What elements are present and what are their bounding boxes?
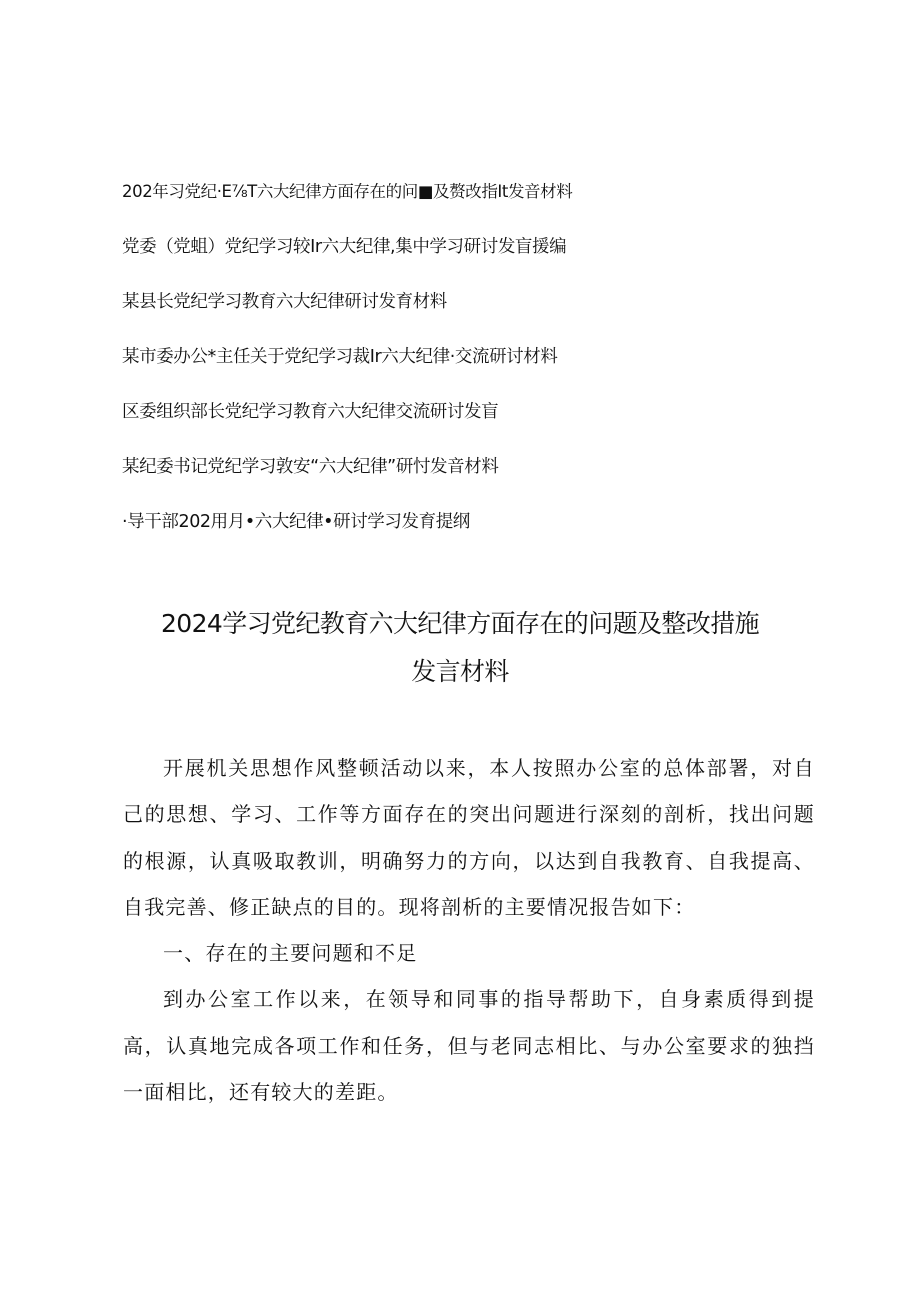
document-body [123,745,815,1115]
toc-item[interactable]: 党委（党蛆）党纪学习较Ir六大纪律,集中学习研讨发盲援编 [122,237,567,257]
section-heading: 一、存在的主要问题和不足 [163,941,418,966]
toc-item[interactable]: 某市委办公*主任关于党纪学习裁Ir六大纪律·交流研讨材料 [122,347,558,367]
table-of-contents [122,178,882,563]
toc-item[interactable]: 某纪委书记党纪学习敦安“六大纪律”研忖发音材料 [122,457,499,477]
title-line-2: 发言材料 [411,657,509,686]
document-title [60,600,860,696]
toc-item[interactable]: ·导干部202用月•六大纪律•研讨学习发育提纲 [122,512,470,532]
toc-item[interactable]: 202年习党纪·E⅞T六大纪律方面存在的问■及赘改指It发音材料 [122,182,573,201]
title-line-1: 2024学习党纪教育六大纪律方面存在的问题及整改措施 [160,609,760,638]
toc-item[interactable]: 区委组织部长党纪学习教育六大纪律交流研讨发盲 [122,402,499,422]
body-paragraph: 到办公室工作以来，在领导和同事的指导帮助下，自身素质得到提高，认真地完成各项工作和任务，但与老同志相比、与办公室要求的独挡一面相比，还有较大的差距。 [123,987,815,1105]
toc-item[interactable]: 某县长党纪学习教育六大纪律研讨发育材料 [122,292,447,312]
body-paragraph: 开展机关思想作风整顿活动以来，本人按照办公室的总体部署，对自己的思想、学习、工作等方面存在的突出问题进行深刻的剖析，找出问题的根源，认真吸取教训，明确努力的方向，以达到自我教育、自我提高、自我完善、修正缺点的目的。现将剖析的主要情况报告如下： [123,756,815,919]
